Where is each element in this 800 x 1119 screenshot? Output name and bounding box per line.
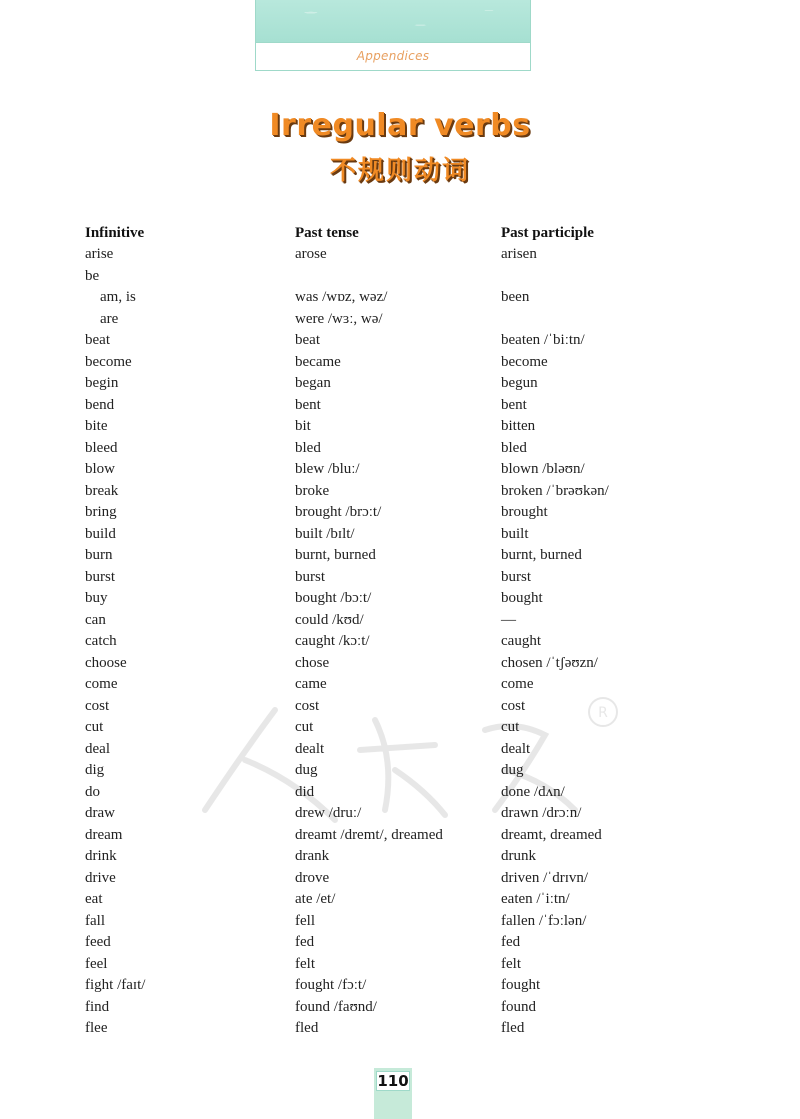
infinitive-cell: fall	[85, 912, 105, 929]
infinitive-cell: burn	[85, 547, 113, 564]
table-row	[85, 330, 725, 352]
infinitive-cell: become	[85, 353, 132, 370]
page-number-tab	[374, 1068, 412, 1119]
infinitive-cell: cut	[85, 719, 104, 736]
past-tense-cell: built /bɪlt/	[295, 525, 355, 542]
infinitive-cell: come	[85, 676, 118, 693]
past-tense-cell: drew /druː/	[295, 805, 362, 822]
infinitive-cell: eat	[85, 891, 103, 908]
past-tense-cell: cost	[295, 697, 320, 714]
past-participle-cell: eaten /ˈiːtn/	[501, 891, 570, 908]
past-tense-cell: felt	[295, 955, 315, 972]
past-participle-cell: fought	[501, 977, 541, 994]
past-participle-cell: done /dʌn/	[501, 783, 565, 800]
past-tense-cell: drove	[295, 869, 330, 886]
past-tense-cell: fell	[295, 912, 315, 929]
table-row	[85, 653, 725, 675]
past-tense-cell: dealt	[295, 740, 325, 757]
past-tense-cell: broke	[295, 482, 330, 499]
section-label: Appendices	[356, 49, 430, 63]
table-row	[85, 416, 725, 438]
infinitive-cell: arise	[85, 246, 114, 263]
table-row	[85, 567, 725, 589]
infinitive-cell: fight /faɪt/	[85, 977, 146, 994]
infinitive-cell: feel	[85, 955, 108, 972]
table-row	[85, 997, 725, 1019]
infinitive-cell: cost	[85, 697, 110, 714]
table-row	[85, 352, 725, 374]
past-tense-cell: cut	[295, 719, 314, 736]
infinitive-cell: draw	[85, 805, 115, 822]
table-row	[85, 545, 725, 567]
table-row	[85, 782, 725, 804]
table-row	[85, 825, 725, 847]
infinitive-cell: build	[85, 525, 116, 542]
past-participle-cell: fled	[501, 1020, 525, 1037]
past-participle-cell: felt	[501, 955, 521, 972]
past-tense-cell: beat	[295, 332, 320, 349]
table-row	[85, 975, 725, 997]
infinitive-cell: catch	[85, 633, 117, 650]
table-row	[85, 502, 725, 524]
past-participle-cell: bled	[501, 439, 527, 456]
table-row	[85, 803, 725, 825]
page-title: Irregular verbs	[269, 108, 531, 143]
past-tense-cell: were /wɜː, wə/	[295, 310, 383, 327]
table-row	[85, 244, 725, 266]
infinitive-cell: drive	[85, 869, 116, 886]
past-tense-cell: chose	[295, 654, 330, 671]
past-tense-cell: bled	[295, 439, 321, 456]
past-tense-cell: bent	[295, 396, 321, 413]
page-title-chinese: 不规则动词	[329, 156, 470, 186]
past-tense-cell: became	[295, 353, 341, 370]
table-row	[85, 674, 725, 696]
infinitive-cell: bend	[85, 396, 115, 413]
infinitive-cell: deal	[85, 740, 110, 757]
past-participle-cell: been	[501, 289, 530, 306]
past-participle-cell: broken /ˈbrəʊkən/	[501, 482, 609, 499]
past-participle-cell: chosen /ˈtʃəʊzn/	[501, 654, 598, 671]
infinitive-cell: dig	[85, 762, 105, 779]
past-participle-cell: driven /ˈdrɪvn/	[501, 869, 589, 886]
header-pattern	[256, 0, 530, 43]
table-row	[85, 459, 725, 481]
infinitive-cell: dream	[85, 826, 123, 843]
header-tab	[255, 0, 531, 71]
table-row	[85, 631, 725, 653]
past-participle-cell: beaten /ˈbiːtn/	[501, 332, 585, 349]
past-tense-cell: brought /brɔːt/	[295, 504, 382, 521]
irregular-verbs-table	[85, 223, 725, 1040]
table-row	[85, 717, 725, 739]
infinitive-cell: bleed	[85, 439, 118, 456]
column-header-past-tense: Past tense	[295, 225, 359, 241]
table-row	[85, 610, 725, 632]
infinitive-cell: am, is	[100, 289, 136, 306]
past-participle-cell: cut	[501, 719, 520, 736]
table-row	[85, 868, 725, 890]
past-tense-cell: was /wɒz, wəz/	[295, 289, 388, 306]
past-participle-cell: —	[501, 611, 516, 628]
table-row	[85, 932, 725, 954]
table-row	[85, 911, 725, 933]
table-row	[85, 524, 725, 546]
past-tense-cell: found /faʊnd/	[295, 998, 377, 1015]
infinitive-cell: burst	[85, 568, 115, 585]
page-number: 110	[377, 1072, 409, 1090]
table-row	[85, 438, 725, 460]
past-participle-cell: caught	[501, 633, 541, 650]
past-participle-cell: bent	[501, 396, 527, 413]
infinitive-cell: are	[100, 310, 119, 327]
past-participle-cell: begun	[501, 375, 538, 392]
past-tense-cell: drank	[295, 848, 330, 865]
table-row	[85, 309, 725, 331]
table-row	[85, 395, 725, 417]
infinitive-cell: do	[85, 783, 100, 800]
past-participle-cell: dealt	[501, 740, 531, 757]
table-row	[85, 1018, 725, 1040]
table-row	[85, 954, 725, 976]
past-tense-cell: fled	[295, 1020, 319, 1037]
past-tense-cell: ate /et/	[295, 891, 336, 908]
past-participle-cell: bought	[501, 590, 543, 607]
infinitive-cell: begin	[85, 375, 119, 392]
table-row	[85, 739, 725, 761]
infinitive-cell: can	[85, 611, 106, 628]
infinitive-cell: beat	[85, 332, 110, 349]
past-participle-cell: blown /bləʊn/	[501, 461, 585, 478]
past-tense-cell: bought /bɔːt/	[295, 590, 372, 607]
past-participle-cell: dug	[501, 762, 524, 779]
past-tense-cell: fought /fɔːt/	[295, 977, 367, 994]
past-participle-cell	[501, 309, 725, 331]
infinitive-cell: break	[85, 482, 119, 499]
column-header-infinitive: Infinitive	[85, 225, 145, 241]
past-participle-cell: brought	[501, 504, 548, 521]
past-participle-cell: fed	[501, 934, 521, 951]
past-participle-cell: cost	[501, 697, 526, 714]
past-tense-cell: fed	[295, 934, 315, 951]
past-tense-cell: burnt, burned	[295, 547, 376, 564]
past-participle-cell: built	[501, 525, 529, 542]
table-header-row	[85, 223, 725, 244]
past-participle-cell	[501, 266, 725, 288]
table-row	[85, 481, 725, 503]
past-participle-cell: come	[501, 676, 534, 693]
infinitive-cell: find	[85, 998, 110, 1015]
past-tense-cell: blew /bluː/	[295, 461, 360, 478]
past-tense-cell: could /kʊd/	[295, 611, 364, 628]
past-participle-cell: drawn /drɔːn/	[501, 805, 582, 822]
infinitive-cell: buy	[85, 590, 108, 607]
past-tense-cell: dreamt /dremt/, dreamed	[295, 826, 443, 843]
past-tense-cell: dug	[295, 762, 318, 779]
infinitive-cell: be	[85, 267, 100, 284]
infinitive-cell: choose	[85, 654, 127, 671]
infinitive-cell: bite	[85, 418, 108, 435]
table-row	[85, 588, 725, 610]
table-row	[85, 846, 725, 868]
past-participle-cell: burst	[501, 568, 531, 585]
past-tense-cell: did	[295, 783, 315, 800]
table-row	[85, 266, 725, 288]
past-participle-cell: dreamt, dreamed	[501, 826, 602, 843]
past-participle-cell: drunk	[501, 848, 536, 865]
past-tense-cell: bit	[295, 418, 311, 435]
table-row	[85, 889, 725, 911]
table-row	[85, 373, 725, 395]
table-row	[85, 696, 725, 718]
past-participle-cell: found	[501, 998, 536, 1015]
svg-text:R: R	[598, 705, 608, 721]
past-participle-cell: bitten	[501, 418, 536, 435]
infinitive-cell: drink	[85, 848, 117, 865]
past-participle-cell: fallen /ˈfɔːlən/	[501, 912, 587, 929]
infinitive-cell: flee	[85, 1020, 108, 1037]
past-tense-cell	[295, 266, 501, 288]
past-tense-cell: caught /kɔːt/	[295, 633, 370, 650]
past-tense-cell: burst	[295, 568, 325, 585]
infinitive-cell: blow	[85, 461, 115, 478]
infinitive-cell: bring	[85, 504, 117, 521]
infinitive-cell: feed	[85, 934, 111, 951]
table-body	[85, 244, 725, 1040]
table-row	[85, 287, 725, 309]
past-participle-cell: arisen	[501, 246, 537, 263]
past-tense-cell: began	[295, 375, 331, 392]
past-tense-cell: arose	[295, 246, 327, 263]
table-row	[85, 760, 725, 782]
past-participle-cell: become	[501, 353, 548, 370]
column-header-past-participle: Past participle	[501, 225, 594, 241]
past-participle-cell: burnt, burned	[501, 547, 582, 564]
past-tense-cell: came	[295, 676, 327, 693]
